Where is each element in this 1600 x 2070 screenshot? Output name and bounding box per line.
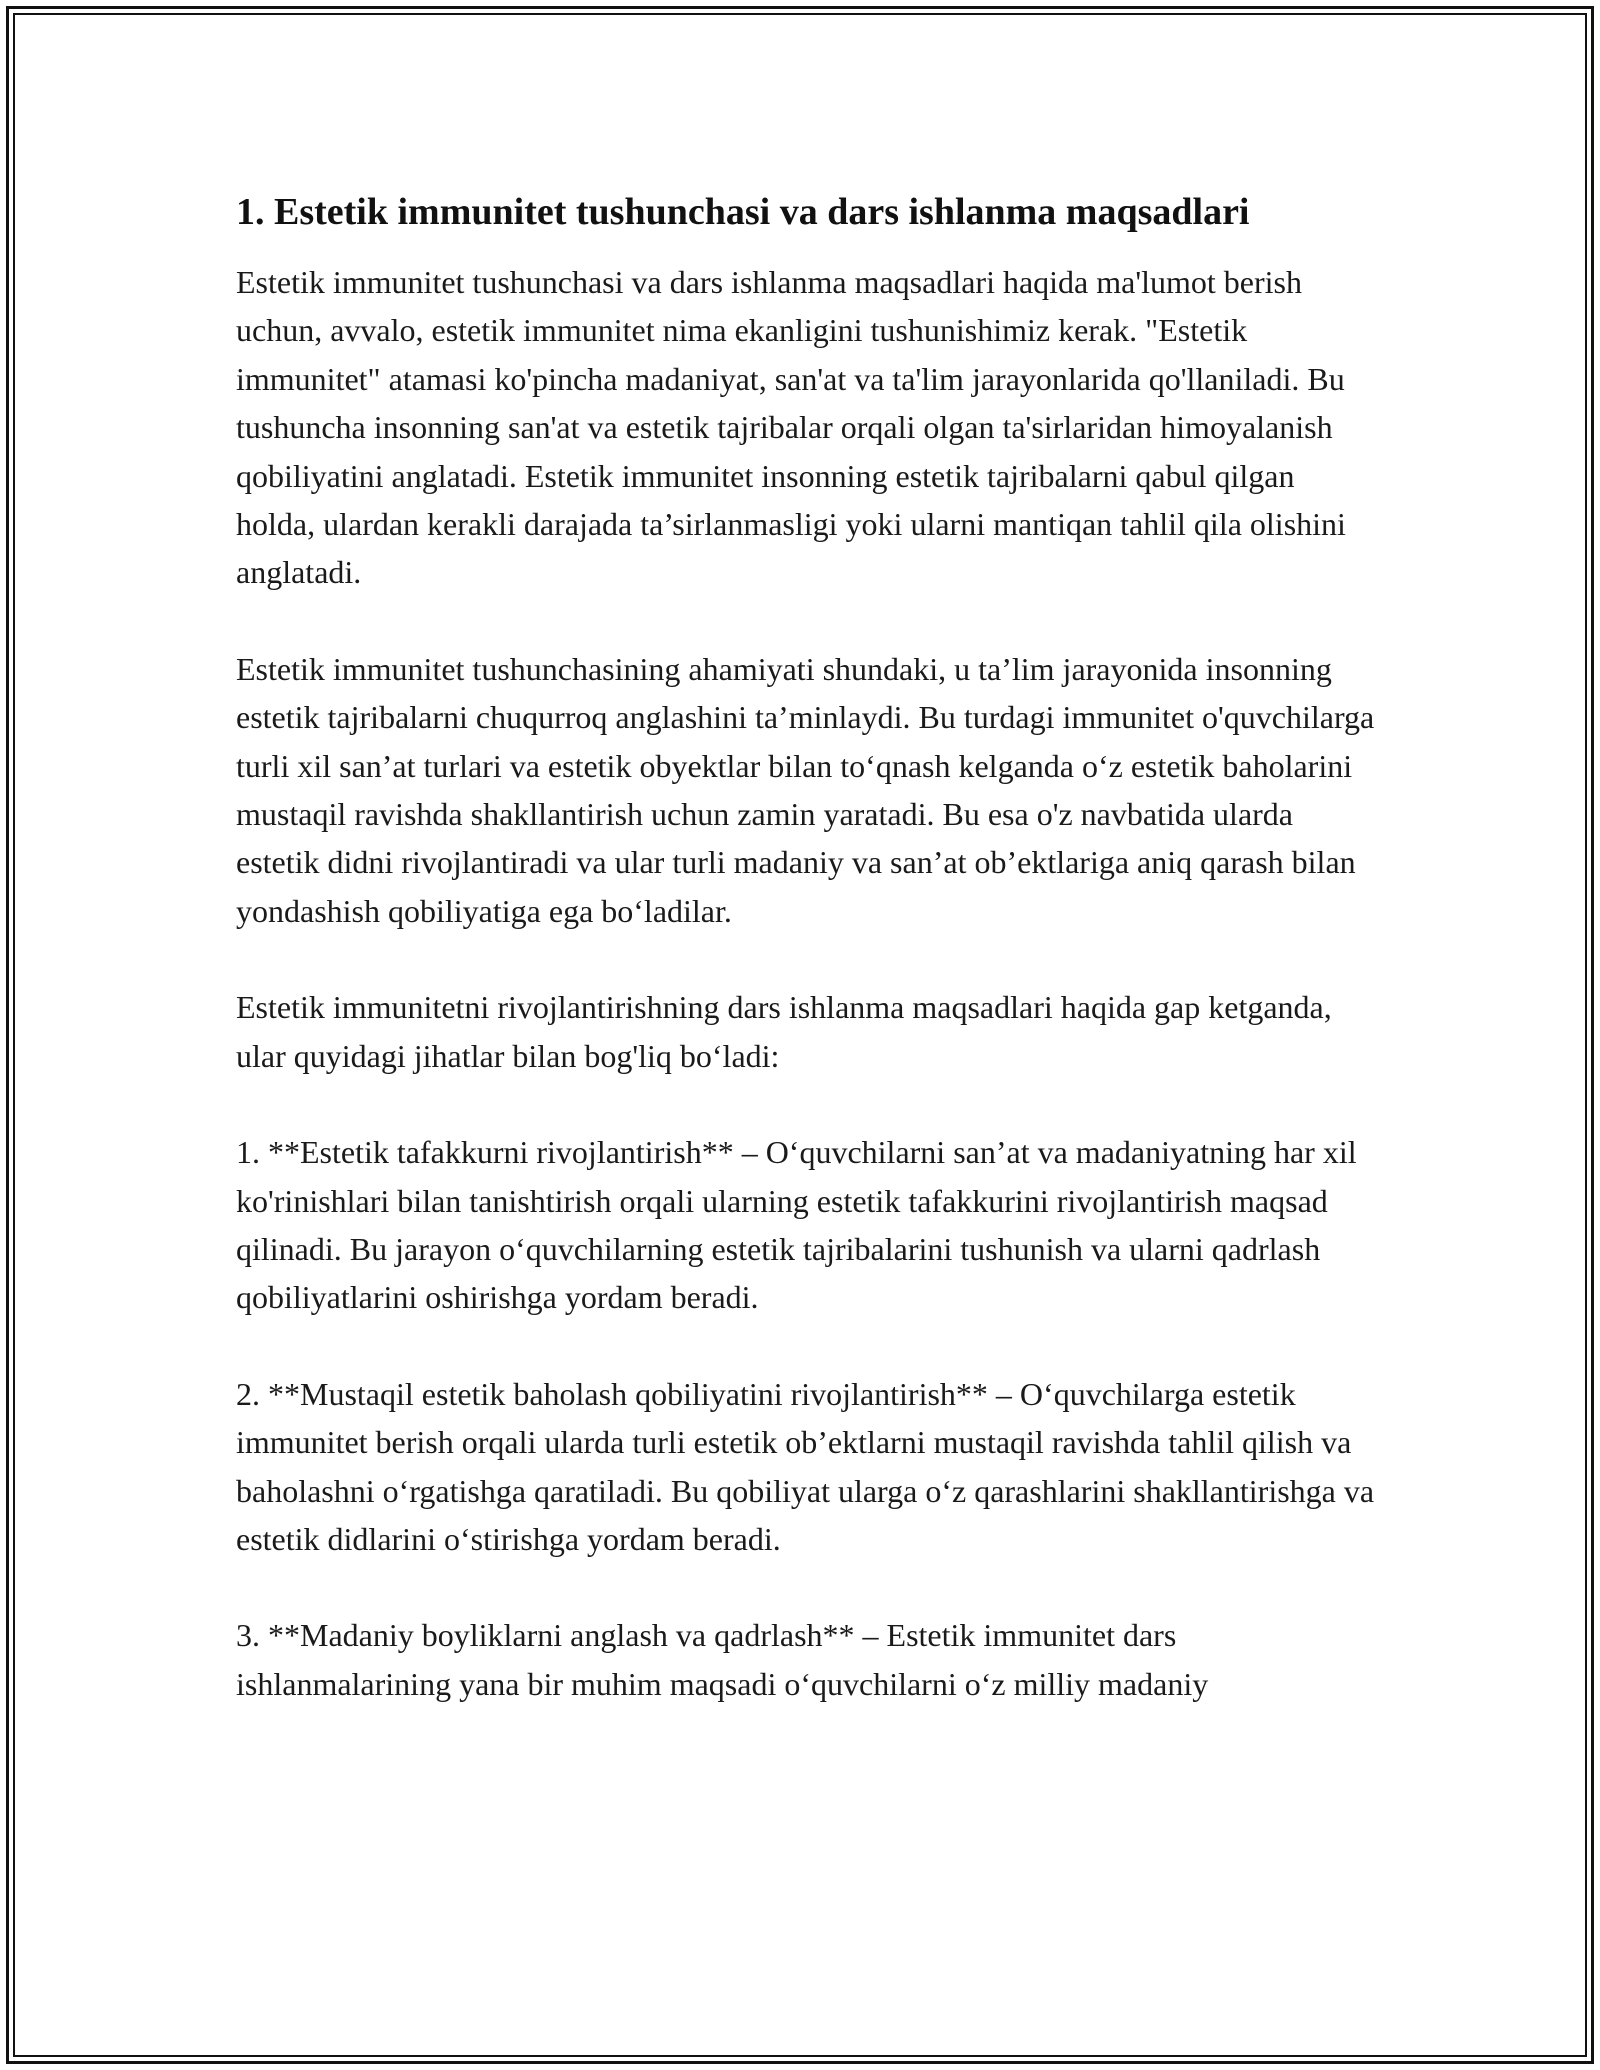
paragraph-goals-intro: Estetik immunitetni rivojlantirishning dars ishlanma maqsadlari haqida gap ketganda, ular quyidagi jihatlar bilan bog'liq bo‘ladi: xyxy=(236,989,1332,1074)
paragraph-importance: Estetik immunitet tushunchasining ahamiyati shundaki, u ta’lim jarayonida insonning estetik tajribalarni chuqurroq anglashini ta’minlaydi. Bu turdagi immunitet o'quvchilarga turli xil san’at turlari va estetik obyektlar bilan to‘qnash kelganda o‘z estetik baholarini mustaqil ravishda shakllantirish uchun zamin yaratadi. Bu esa o'z navbatida ularda estetik didni rivojlantiradi va ular turli madaniy va san’at ob’ektlariga aniq qarash bilan yondashish qobiliyatiga ega bo‘ladilar. xyxy=(236,650,1375,929)
section-heading: 1. Estetik immunitet tushunchasi va dars ishlanma maqsadlari xyxy=(236,191,1250,233)
paragraph-definition: Estetik immunitet tushunchasi va dars ishlanma maqsadlari haqida ma'lumot berish uchun, avvalo, estetik immunitet nima ekanligini tushunishimiz kerak. "Estetik immunitet" atamasi ko'pincha madaniyat, san'at va ta'lim jarayonlarida qo'llaniladi. Bu tushuncha insonning san'at va estetik tajribalar orqali olgan ta'sirlaridan himoyalanish qobiliyatini anglatadi. Estetik immunitet insonning estetik tajribalarni qabul qilgan holda, ulardan kerakli darajada ta’sirlanmasligi yoki ularni mantiqan tahlil qila olishini anglatadi. xyxy=(236,264,1346,591)
list-item-goal-2: 2. **Mustaqil estetik baholash qobiliyatini rivojlantirish** – O‘quvchilarga estetik immunitet berish orqali ularda turli estetik ob’ektlarni mustaqil ravishda tahlil qilish va baholashni o‘rgatishga qaratiladi. Bu qobiliyat ularga o‘z qarashlarini shakllantirishga va estetik didlarini o‘stirishga yordam beradi. xyxy=(236,1375,1375,1557)
list-item-goal-3: 3. **Madaniy boyliklarni anglash va qadrlash** – Estetik immunitet dars ishlanmalarining yana bir muhim maqsadi o‘quvchilarni o‘z milliy madaniy xyxy=(236,1617,1209,1702)
document-body xyxy=(236,186,1376,1708)
list-item-goal-1: 1. **Estetik tafakkurni rivojlantirish** – O‘quvchilarni san’at va madaniyatning har xil ko'rinishlari bilan tanishtirish orqali ularning estetik tafakkurini rivojlantirish maqsad qilinadi. Bu jarayon o‘quvchilarning estetik tajribalarini tushunish va ularni qadrlash qobiliyatlarini oshirishga yordam beradi. xyxy=(236,1134,1357,1316)
